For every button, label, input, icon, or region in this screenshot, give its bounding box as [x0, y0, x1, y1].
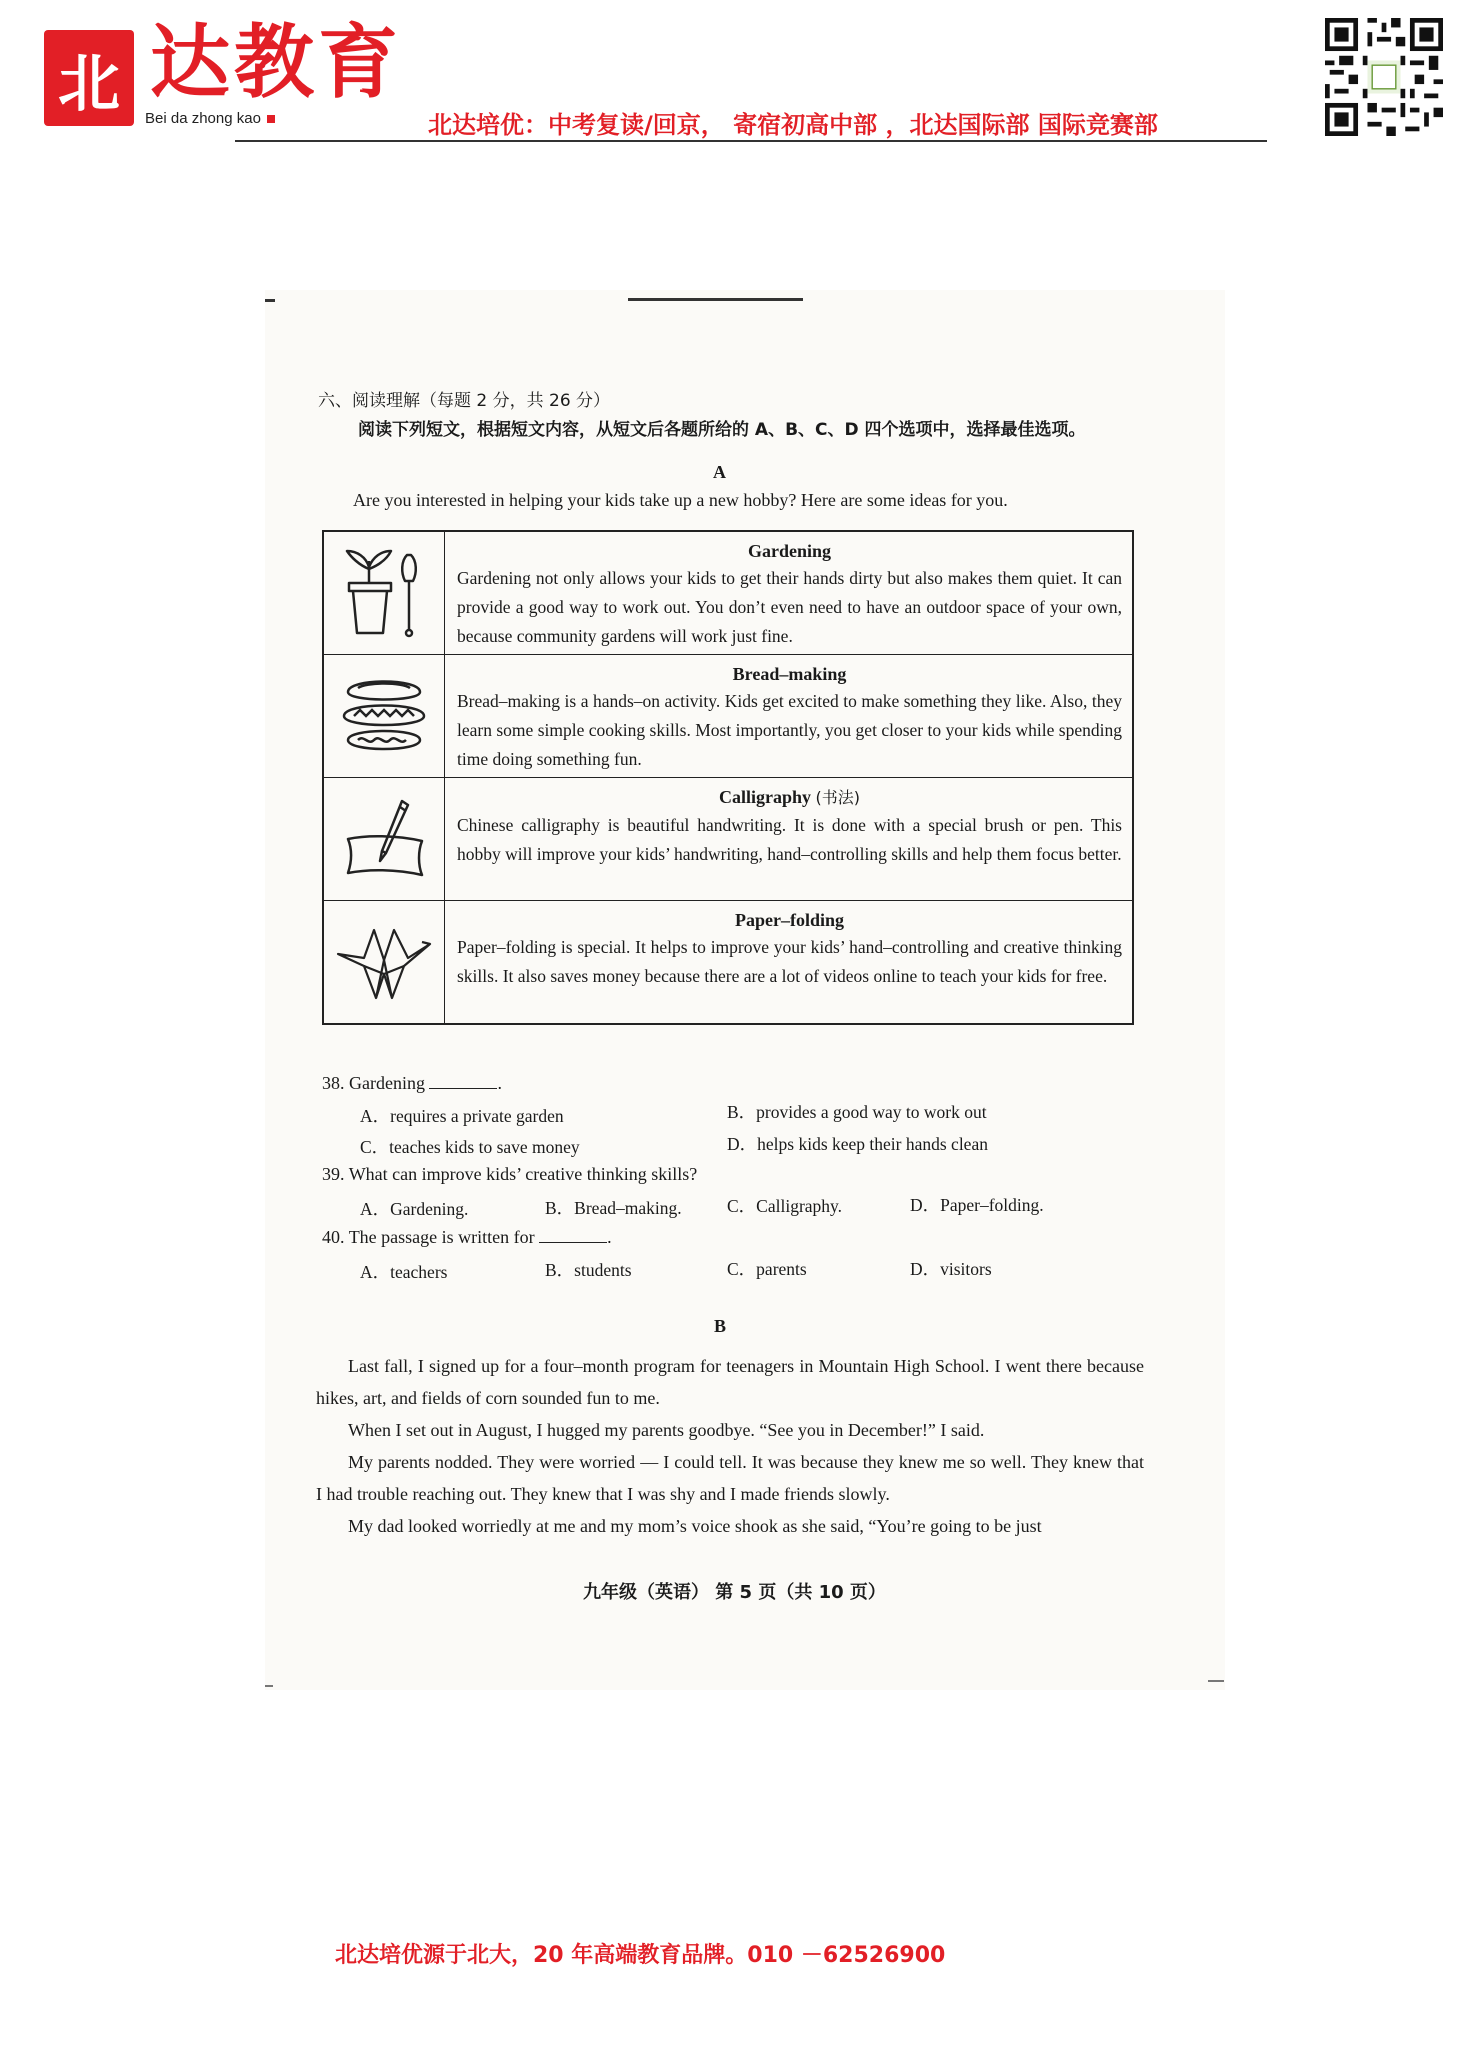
- option-39-d[interactable]: D．Paper–folding.: [910, 1195, 1044, 1215]
- bread-loaves-icon: [336, 668, 432, 764]
- part-a-label: A: [713, 462, 726, 482]
- scan-mark: [1208, 1680, 1224, 1682]
- hobby-description: Paper–folding is special. It helps to improve your kids’ hand–controlling and creative thinking skills. It also saves money because there are a lot of videos online to teach your kids for free.: [457, 937, 1122, 986]
- option-39-c[interactable]: C．Calligraphy.: [727, 1196, 843, 1216]
- part-b-passage: [316, 1350, 1144, 1542]
- red-square-icon: [267, 115, 275, 123]
- option-39-b[interactable]: B．Bread–making.: [545, 1198, 682, 1218]
- question-38: 38. Gardening .: [322, 1073, 502, 1093]
- hobby-title: Paper–folding: [734, 910, 844, 930]
- scan-mark: [265, 299, 275, 302]
- option-38-a[interactable]: A．requires a private garden: [360, 1106, 564, 1126]
- brand-logo-name: 达教育: [150, 15, 402, 109]
- hobby-description: Bread–making is a hands–on activity. Kids get excited to make something they like. Also, they learn some simple cooking skills. Most importantly, you get closer to your kids while spending time doing something fun.: [457, 691, 1122, 769]
- brand-logo-mark: 北: [44, 30, 134, 126]
- question-40: 40. The passage is written for .: [322, 1227, 612, 1247]
- brush-paper-icon: [336, 791, 432, 887]
- plant-pot-trowel-icon: [339, 543, 429, 643]
- hobby-title: Calligraphy (书法): [718, 787, 860, 807]
- section-instruction: 阅读下列短文，根据短文内容，从短文后各题所给的 A、B、C、D 四个选项中，选择最佳选项。: [358, 420, 1086, 440]
- option-40-b[interactable]: B．students: [545, 1260, 632, 1280]
- scan-mark: [265, 1685, 273, 1687]
- footer-advert: 北达培优源于北大，20 年高端教育品牌。010 －62526900: [335, 1943, 946, 1968]
- option-40-c[interactable]: C．parents: [727, 1259, 807, 1279]
- hobby-description: Gardening not only allows your kids to get their hands dirty but also makes them quiet. It can provide a good way to work out. You don’t even need to have an outdoor space of your own, because community gardens will work just fine.: [457, 568, 1122, 646]
- table-row: [324, 901, 1132, 1023]
- passage-paragraph: Last fall, I signed up for a four–month program for teenagers in Mountain High School. I went there because hikes, art, and fields of corn sounded fun to me.: [316, 1356, 1144, 1408]
- table-row: [324, 655, 1132, 778]
- passage-paragraph: My parents nodded. They were worried — I could tell. It was because they knew me so well. They knew that I had trouble reaching out. They knew that I was shy and I made friends slowly.: [316, 1452, 1144, 1504]
- hobbies-table: [322, 530, 1134, 1025]
- part-a-intro: Are you interested in helping your kids take up a new hobby? Here are some ideas for you.: [353, 490, 1008, 510]
- header-slogan: 北达培优：中考复读/回京， 寄宿初高中部 ，北达国际部 国际竞赛部: [428, 111, 1158, 139]
- brand-pinyin: Bei da zhong kao: [145, 110, 261, 127]
- hobby-title: Gardening: [747, 541, 831, 561]
- option-38-d[interactable]: D．helps kids keep their hands clean: [727, 1134, 988, 1154]
- hobby-title: Bread–making: [732, 664, 847, 684]
- hobby-description: Chinese calligraphy is beautiful handwriting. It is done with a special brush or pen. This hobby will improve your kids’ handwriting, hand–controlling skills and help them focus better.: [457, 815, 1122, 864]
- qr-code-icon: [1325, 18, 1443, 136]
- page-number-footer: 九年级（英语） 第 5 页（共 10 页）: [583, 1582, 886, 1603]
- option-39-a[interactable]: A．Gardening.: [360, 1199, 469, 1219]
- brand-logo-subtitle: [145, 110, 275, 127]
- table-row: [324, 532, 1132, 655]
- option-38-c[interactable]: C．teaches kids to save money: [360, 1137, 580, 1157]
- option-38-b[interactable]: B．provides a good way to work out: [727, 1102, 987, 1122]
- header-divider: [235, 140, 1267, 142]
- question-39: 39. What can improve kids’ creative thinking skills?: [322, 1164, 698, 1184]
- option-40-a[interactable]: A．teachers: [360, 1262, 448, 1282]
- section-title: 六、阅读理解（每题 2 分，共 26 分）: [318, 391, 611, 411]
- table-row: [324, 778, 1132, 901]
- passage-paragraph: When I set out in August, I hugged my parents goodbye. “See you in December!” I said.: [348, 1420, 985, 1440]
- passage-paragraph: My dad looked worriedly at me and my mom’s voice shook as she said, “You’re going to be just: [348, 1516, 1042, 1536]
- scan-mark: [628, 298, 803, 301]
- option-40-d[interactable]: D．visitors: [910, 1259, 992, 1279]
- answer-blank: [539, 1226, 607, 1243]
- paper-crane-icon: [334, 914, 434, 1010]
- answer-blank: [429, 1072, 497, 1089]
- part-b-label: B: [714, 1316, 727, 1336]
